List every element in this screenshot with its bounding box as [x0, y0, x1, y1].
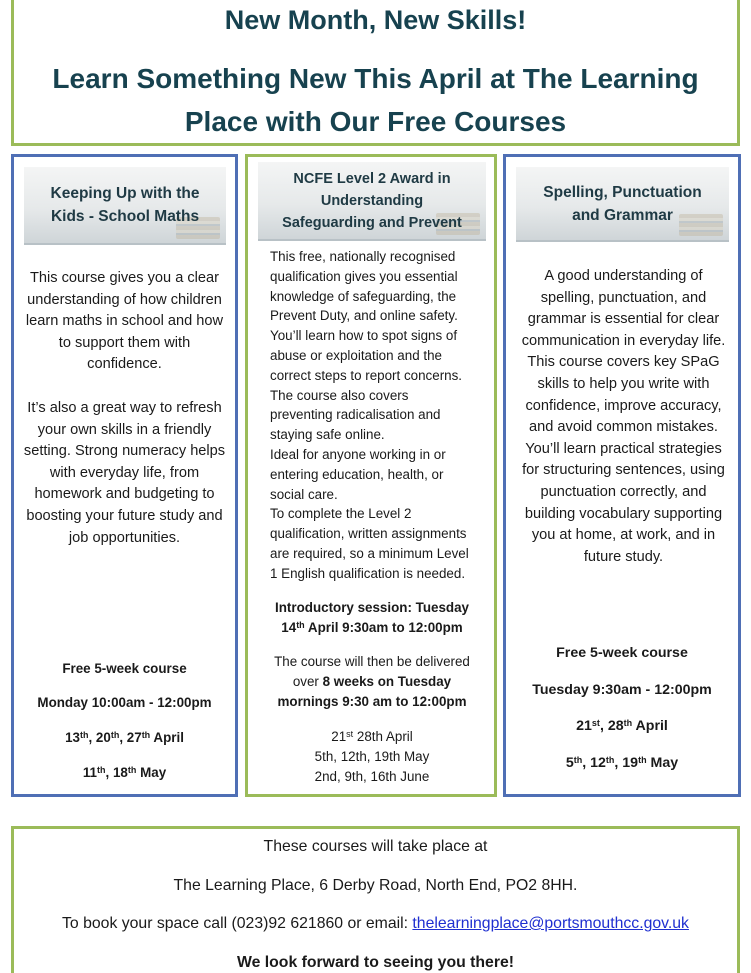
course-dates-april: 21st 28th April — [331, 728, 413, 744]
description-line: staying safe online. — [270, 427, 385, 443]
course-dates-may: 5th, 12th, 19th May — [565, 754, 679, 771]
course-card-spag — [503, 154, 741, 797]
description-line: Ideal for anyone working in or — [270, 446, 446, 462]
course-title-line: Keeping Up with the — [50, 185, 200, 202]
headline-line-a: Learn Something New This April at The Learning — [52, 63, 699, 94]
course-description-2: It’s also a great way to refresh your own skills in a friendly setting. Strong numeracy helps with everyday life, from homework and budgeting to boosting your future study and job opportunities. — [23, 400, 226, 546]
course-time: Monday 10:00am - 12:00pm — [37, 695, 212, 710]
closing-message: We look forward to seeing you there! — [236, 954, 515, 971]
introductory-session: Introductory session: Tuesday 14th April 9:30am to 12:00pm — [275, 600, 469, 635]
venue-intro: These courses will take place at — [263, 838, 488, 855]
course-title-line: Safeguarding and Prevent — [282, 214, 462, 231]
course-title-line: Spelling, Punctuation — [543, 183, 702, 201]
course-dates-april: 13th, 20th, 27th April — [65, 729, 184, 745]
description-line: This free, nationally recognised — [270, 249, 456, 264]
booking-phone-text: To book your space call (023)92 621860 or email: — [62, 915, 413, 932]
course-dates-may: 5th, 12th, 19th May — [314, 749, 430, 764]
course-title-line: and Grammar — [572, 206, 673, 224]
description-line: abuse or exploitation and the — [270, 347, 442, 363]
course-dates-april: 21st, 28th April — [576, 717, 668, 734]
headline-learn-something-new — [14, 57, 737, 143]
course-length: Free 5-week course — [62, 661, 187, 676]
course-dates-may: 11th, 18th May — [82, 764, 167, 780]
course-length: Free 5-week course — [556, 645, 688, 661]
course-time: Tuesday 9:30am - 12:00pm — [532, 682, 712, 698]
course-title-banner — [516, 167, 729, 242]
description-line: 1 English qualification is needed. — [270, 565, 466, 581]
description-line: qualification, written assignments — [270, 526, 467, 542]
headline-line-b: Place with Our Free Courses — [184, 106, 567, 137]
description-line: social care. — [270, 486, 338, 502]
description-line: The course also covers — [270, 387, 409, 403]
description-line: qualification gives you essential — [270, 268, 458, 284]
description-line: You’ll learn how to spot signs of — [270, 328, 458, 344]
course-card-safeguarding — [245, 154, 497, 797]
course-title-line: NCFE Level 2 Award in — [293, 170, 451, 187]
course-title-line: Kids - School Maths — [50, 208, 200, 225]
course-dates-june: 2nd, 9th, 16th June — [314, 769, 430, 784]
description-line: entering education, health, or — [270, 466, 444, 482]
description-line: are required, so a minimum Level — [270, 545, 469, 561]
course-dates — [254, 727, 490, 787]
header-banner — [11, 0, 740, 146]
description-line: knowledge of safeguarding, the — [270, 288, 457, 304]
description-line: preventing radicalisation and — [270, 407, 441, 423]
course-description: This course gives you a clear understanding of how children learn maths in school and how to support them with confidence. — [25, 270, 224, 373]
course-title-banner — [24, 167, 226, 245]
course-description — [270, 247, 495, 584]
delivery-schedule: The course will then be delivered over 8 weeks on Tuesday mornings 9:30 am to 12:00pm — [274, 654, 470, 709]
email-link[interactable]: thelearningplace@portsmouthcc.gov.uk — [412, 915, 689, 932]
course-title-banner — [258, 162, 486, 241]
description-line: Prevent Duty, and online safety. — [270, 308, 458, 324]
headline-new-month: New Month, New Skills! — [224, 5, 527, 35]
venue-address: The Learning Place, 6 Derby Road, North End, PO2 8HH. — [173, 877, 578, 894]
course-description: A good understanding of spelling, punctuation, and grammar is essential for clear communication in everyday life. This course covers key SPaG skills to help you write with confidence, improve accuracy, and avoid common mistakes. You’ll learn practical strategies for structuring sentences, using punctuation correctly, and building vocabulary supporting you at home, at work, and in future study. — [521, 268, 726, 565]
description-line: To complete the Level 2 — [270, 506, 412, 522]
course-title-line: Understanding — [320, 192, 424, 209]
booking-contact — [14, 915, 737, 933]
booking-info-box — [11, 826, 740, 973]
description-line: correct steps to report concerns. — [270, 367, 463, 383]
course-card-school-maths — [11, 154, 238, 797]
course-title — [51, 182, 200, 228]
course-title — [282, 168, 462, 234]
course-title — [543, 181, 701, 227]
